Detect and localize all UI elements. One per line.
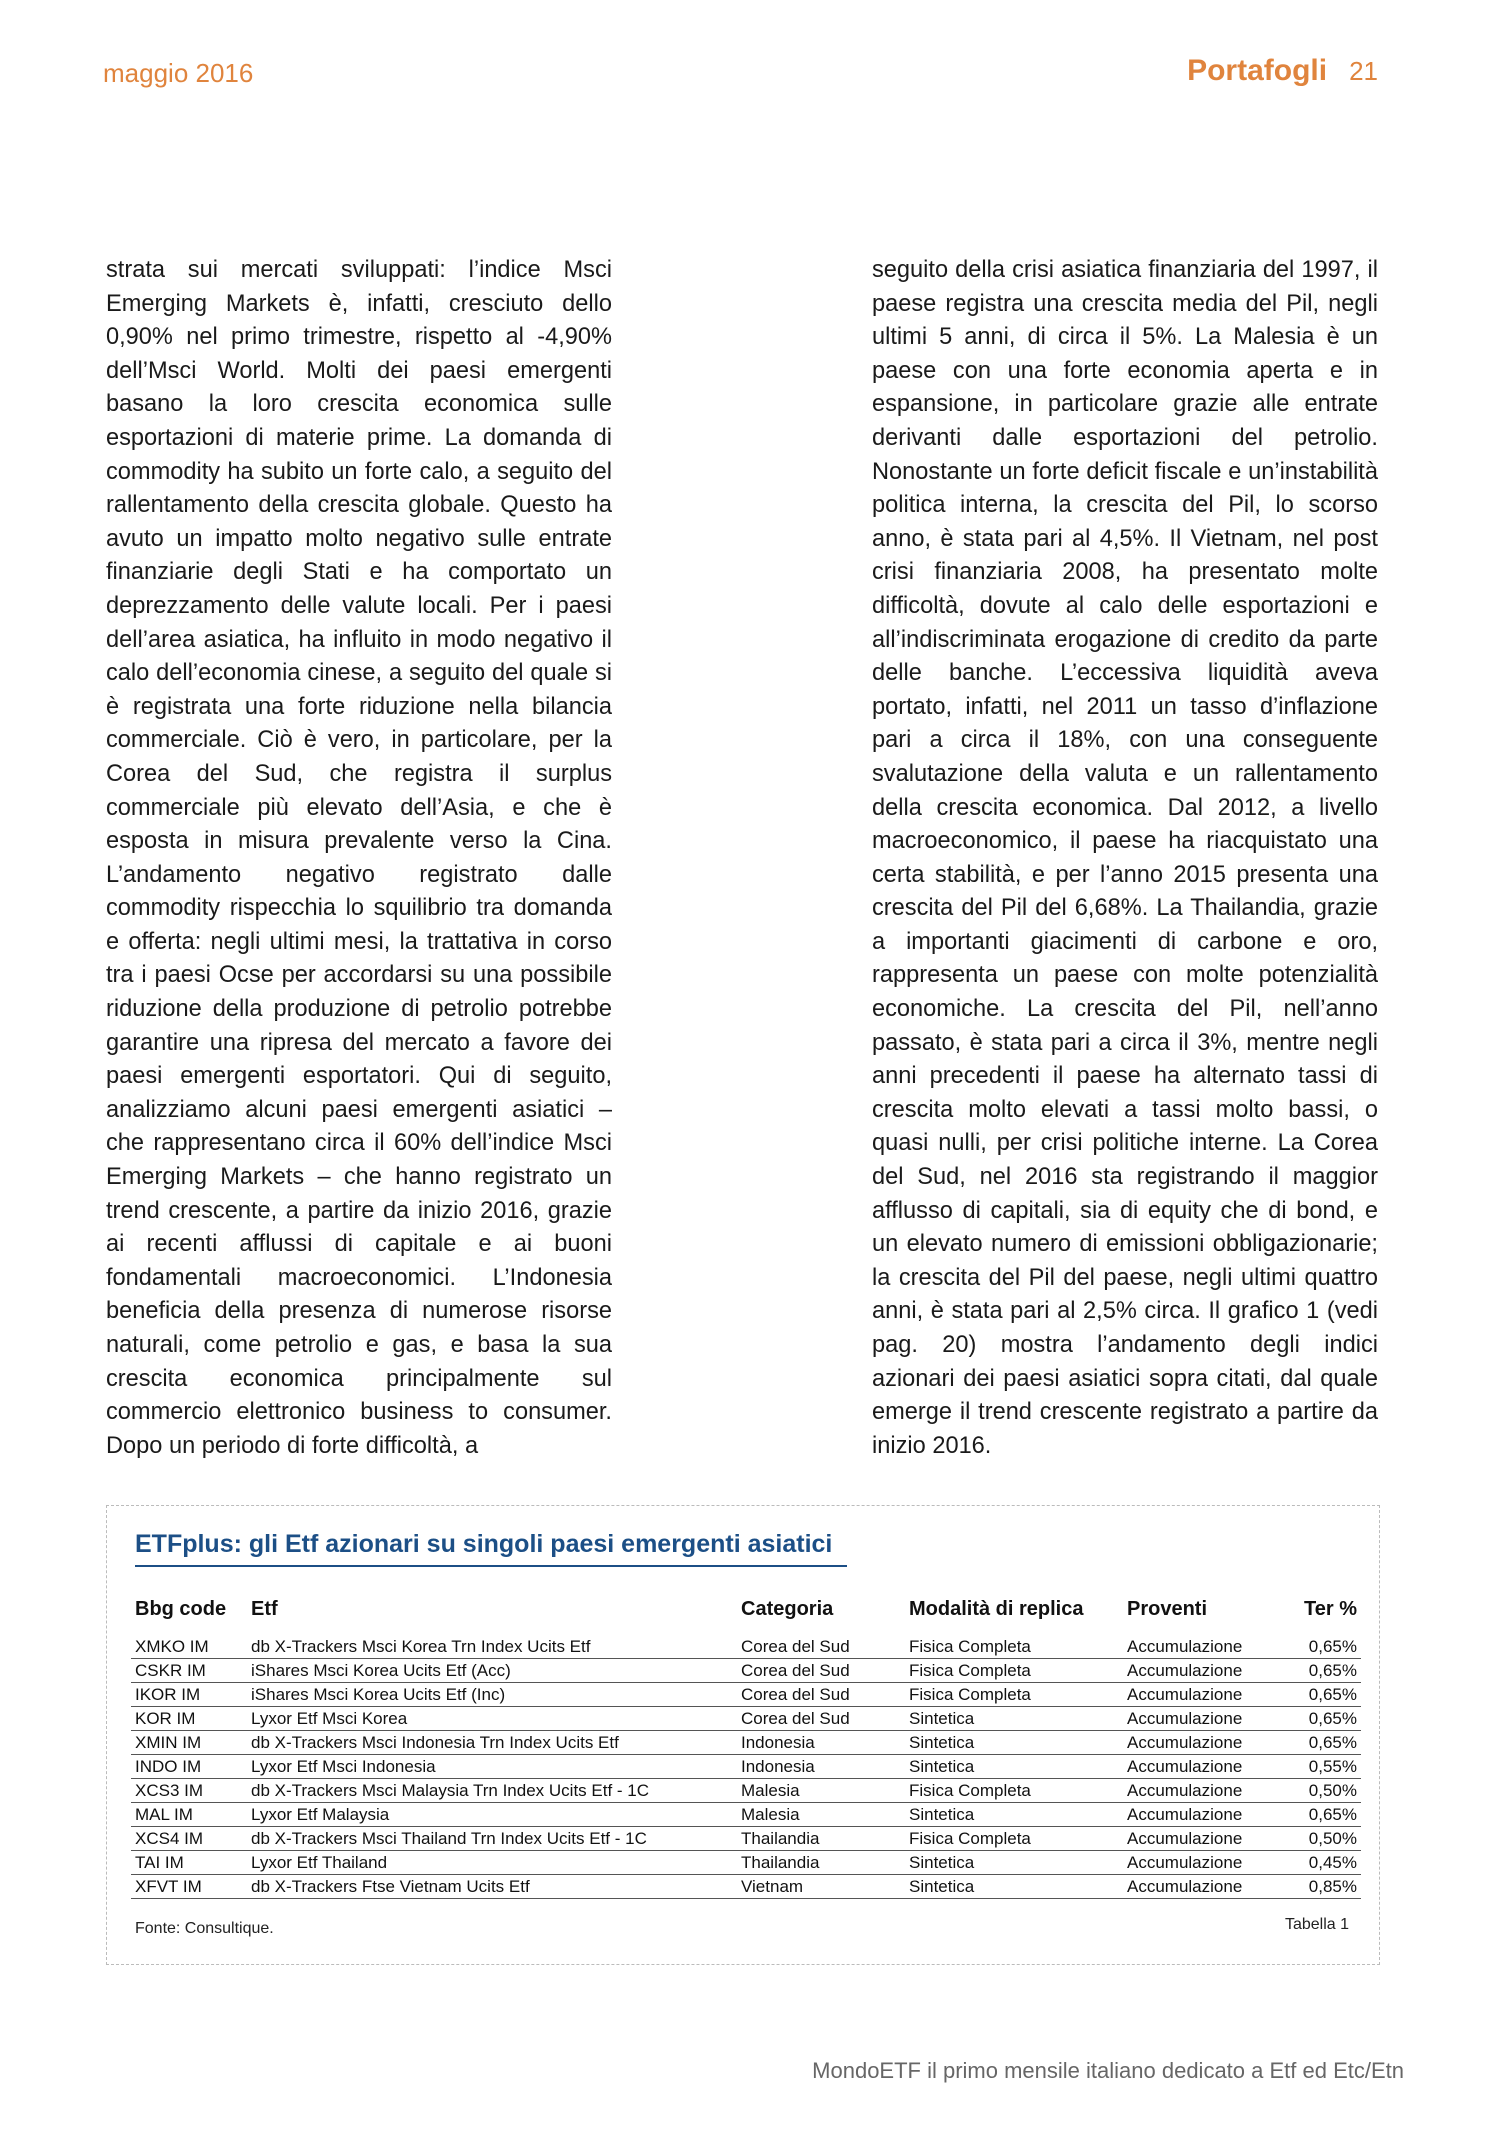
article-text-right: seguito della crisi asiatica finanziaria del 1997, il paese registra una crescita media del Pil, negli ultimi 5 anni, di circa il 5%. La Malesia è un paese con una forte economia aperta e in espansione, in particolare grazie alle entrate derivanti dalle esportazioni del petrolio. Nonostante un forte deficit fiscale e un’instabilità politica interna, la crescita del Pil, lo scorso anno, è stata pari al 4,5%. Il Vietnam, nel post crisi finanziaria 2008, ha presentato molte difficoltà, dovute al calo delle esportazioni e all’indiscriminata erogazione di credito da parte delle banche. L’eccessiva liquidità aveva portato, infatti, nel 2011 un tasso d’inflazione pari a circa il 18%, con una conseguente svalutazione della valuta e un rallentamento della crescita economica. Dal 2012, a livello macroeconomico, il paese ha riacquistato una certa stabilità, e per l’anno 2015 presenta una crescita del Pil del 6,68%. La Thailandia, grazie a importanti giacimenti di carbone e oro, rappresenta un paese con molte potenzialità economiche. La crescita del Pil, nell’anno passato, è stata pari a circa il 3%, mentre negli anni precedenti il paese ha alternato tassi di crescita molto elevati a tassi molto bassi, o quasi nulli, per crisi politiche interne. La Corea del Sud, nel 2016 sta registrando il maggior afflusso di capitali, sia di equity che di bond, e un elevato numero di emissioni obbligazionarie; la crescita del Pil del paese, negli ultimi quattro anni, è stata pari al 2,5% circa. Il grafico 1 (vedi pag. 20) mostra l’andamento degli indici azionari dei paesi asiatici sopra citati, dal quale emerge il trend crescente registrato a partire da inizio 2016.	[872, 257, 1378, 1459]
categoria-cell: Malesia	[737, 1779, 905, 1803]
bbg-code-cell: INDO IM	[131, 1755, 247, 1779]
article-text-left: strata sui mercati sviluppati: l’indice Msci Emerging Markets è, infatti, cresciuto dello 0,90% nel primo trimestre, rispetto al -4,90% dell’Msci World. Molti dei paesi emergenti basano la loro crescita economica sulle esportazioni di materie prime. La domanda di commodity ha subito un forte calo, a seguito del rallentamento della crescita globale. Questo ha avuto un impatto molto negativo sulle entrate finanziarie degli Stati e ha comportato un deprezzamento delle valute locali. Per i paesi dell’area asiatica, ha influito in modo negativo il calo dell’economia cinese, a seguito del quale si è registrata una forte riduzione nella bilancia commerciale. Ciò è vero, in particolare, per la Corea del Sud, che registra il surplus commerciale più elevato dell’Asia, e che è esposta in misura prevalente verso la Cina. L’andamento negativo registrato dalle commodity rispecchia lo squilibrio tra domanda e offerta: negli ultimi mesi, la trattativa in corso tra i paesi Ocse per accordarsi su una possibile riduzione della produzione di petrolio potrebbe garantire una ripresa del mercato a favore dei paesi emergenti esportatori. Qui di seguito, analizziamo alcuni paesi emergenti asiatici – che rappresentano circa il 60% dell’indice Msci Emerging Markets – che hanno registrato un trend crescente, a partire da inizio 2016, grazie ai recenti afflussi di capitale e ai buoni fondamentali macroeconomici. L’Indonesia beneficia della presenza di numerose risorse naturali, come petrolio e gas, e basa la sua crescita economica principalmente sul commercio elettronico business to consumer. Dopo un periodo di forte difficoltà, a	[106, 257, 612, 1459]
proventi-cell: Accumulazione	[1123, 1635, 1291, 1659]
replica-cell: Fisica Completa	[905, 1683, 1123, 1707]
section-title: Portafogli	[1187, 54, 1328, 87]
bbg-code-cell: CSKR IM	[131, 1659, 247, 1683]
col-header-replica: Modalità di replica	[909, 1598, 1084, 1620]
etf-table-box	[106, 1505, 1380, 1965]
proventi-cell: Accumulazione	[1123, 1875, 1291, 1899]
replica-cell: Fisica Completa	[905, 1827, 1123, 1851]
table-row	[131, 1755, 1361, 1779]
bbg-code-cell: XCS4 IM	[131, 1827, 247, 1851]
ter-cell: 0,65%	[1291, 1683, 1361, 1707]
proventi-cell: Accumulazione	[1123, 1659, 1291, 1683]
categoria-cell: Malesia	[737, 1803, 905, 1827]
table-row	[131, 1683, 1361, 1707]
proventi-cell: Accumulazione	[1123, 1731, 1291, 1755]
etf-name-cell: Lyxor Etf Malaysia	[247, 1803, 737, 1827]
replica-cell: Fisica Completa	[905, 1779, 1123, 1803]
ter-cell: 0,65%	[1291, 1635, 1361, 1659]
table-source: Fonte: Consultique.	[135, 1920, 274, 1937]
proventi-cell: Accumulazione	[1123, 1803, 1291, 1827]
col-header-bbg: Bbg code	[135, 1598, 227, 1620]
table-row	[131, 1707, 1361, 1731]
etf-name-cell: db X-Trackers Msci Malaysia Trn Index Ucits Etf - 1C	[247, 1779, 737, 1803]
etf-name-cell: db X-Trackers Msci Korea Trn Index Ucits Etf	[247, 1635, 737, 1659]
etf-name-cell: db X-Trackers Msci Thailand Trn Index Ucits Etf - 1C	[247, 1827, 737, 1851]
table-row	[131, 1635, 1361, 1659]
etf-name-cell: Lyxor Etf Msci Korea	[247, 1707, 737, 1731]
proventi-cell: Accumulazione	[1123, 1827, 1291, 1851]
table-row	[131, 1779, 1361, 1803]
replica-cell: Sintetica	[905, 1755, 1123, 1779]
categoria-cell: Corea del Sud	[737, 1635, 905, 1659]
proventi-cell: Accumulazione	[1123, 1755, 1291, 1779]
col-header-etf: Etf	[251, 1598, 278, 1620]
replica-cell: Fisica Completa	[905, 1635, 1123, 1659]
etf-name-cell: db X-Trackers Msci Indonesia Trn Index Ucits Etf	[247, 1731, 737, 1755]
categoria-cell: Corea del Sud	[737, 1659, 905, 1683]
replica-cell: Sintetica	[905, 1707, 1123, 1731]
ter-cell: 0,50%	[1291, 1779, 1361, 1803]
page-number: 21	[1349, 56, 1378, 86]
ter-cell: 0,65%	[1291, 1707, 1361, 1731]
bbg-code-cell: IKOR IM	[131, 1683, 247, 1707]
bbg-code-cell: TAI IM	[131, 1851, 247, 1875]
bbg-code-cell: XCS3 IM	[131, 1779, 247, 1803]
categoria-cell: Indonesia	[737, 1755, 905, 1779]
bbg-code-cell: KOR IM	[131, 1707, 247, 1731]
table-row	[131, 1827, 1361, 1851]
table-title: ETFplus: gli Etf azionari su singoli paesi emergenti asiatici	[135, 1530, 847, 1567]
table-row	[131, 1659, 1361, 1683]
proventi-cell: Accumulazione	[1123, 1851, 1291, 1875]
proventi-cell: Accumulazione	[1123, 1683, 1291, 1707]
categoria-cell: Vietnam	[737, 1875, 905, 1899]
ter-cell: 0,55%	[1291, 1755, 1361, 1779]
replica-cell: Sintetica	[905, 1731, 1123, 1755]
categoria-cell: Thailandia	[737, 1851, 905, 1875]
article-column-right	[872, 254, 1378, 1463]
issue-date: maggio 2016	[103, 58, 254, 88]
bbg-code-cell: XMKO IM	[131, 1635, 247, 1659]
bbg-code-cell: XFVT IM	[131, 1875, 247, 1899]
table-body	[131, 1635, 1361, 1899]
ter-cell: 0,65%	[1291, 1803, 1361, 1827]
ter-cell: 0,65%	[1291, 1731, 1361, 1755]
etf-name-cell: db X-Trackers Ftse Vietnam Ucits Etf	[247, 1875, 737, 1899]
replica-cell: Sintetica	[905, 1875, 1123, 1899]
ter-cell: 0,45%	[1291, 1851, 1361, 1875]
categoria-cell: Indonesia	[737, 1731, 905, 1755]
ter-cell: 0,50%	[1291, 1827, 1361, 1851]
ter-cell: 0,65%	[1291, 1659, 1361, 1683]
etf-table	[131, 1598, 1361, 1899]
proventi-cell: Accumulazione	[1123, 1779, 1291, 1803]
replica-cell: Sintetica	[905, 1851, 1123, 1875]
etf-name-cell: Lyxor Etf Thailand	[247, 1851, 737, 1875]
table-header-row	[131, 1598, 1361, 1635]
table-label: Tabella 1	[1284, 1916, 1349, 1933]
categoria-cell: Thailandia	[737, 1827, 905, 1851]
article-column-left	[106, 254, 612, 1463]
etf-name-cell: iShares Msci Korea Ucits Etf (Inc)	[247, 1683, 737, 1707]
bbg-code-cell: XMIN IM	[131, 1731, 247, 1755]
col-header-categoria: Categoria	[741, 1598, 834, 1620]
col-header-ter: Ter %	[1304, 1598, 1357, 1620]
categoria-cell: Corea del Sud	[737, 1707, 905, 1731]
table-row	[131, 1851, 1361, 1875]
proventi-cell: Accumulazione	[1123, 1707, 1291, 1731]
table-row	[131, 1875, 1361, 1899]
ter-cell: 0,85%	[1291, 1875, 1361, 1899]
replica-cell: Sintetica	[905, 1803, 1123, 1827]
table-row	[131, 1803, 1361, 1827]
bbg-code-cell: MAL IM	[131, 1803, 247, 1827]
etf-name-cell: iShares Msci Korea Ucits Etf (Acc)	[247, 1659, 737, 1683]
replica-cell: Fisica Completa	[905, 1659, 1123, 1683]
categoria-cell: Corea del Sud	[737, 1683, 905, 1707]
table-row	[131, 1731, 1361, 1755]
etf-name-cell: Lyxor Etf Msci Indonesia	[247, 1755, 737, 1779]
page-footer: MondoETF il primo mensile italiano dedicato a Etf ed Etc/Etn	[812, 2058, 1404, 2083]
page-header	[1187, 54, 1378, 88]
col-header-proventi: Proventi	[1127, 1598, 1208, 1620]
